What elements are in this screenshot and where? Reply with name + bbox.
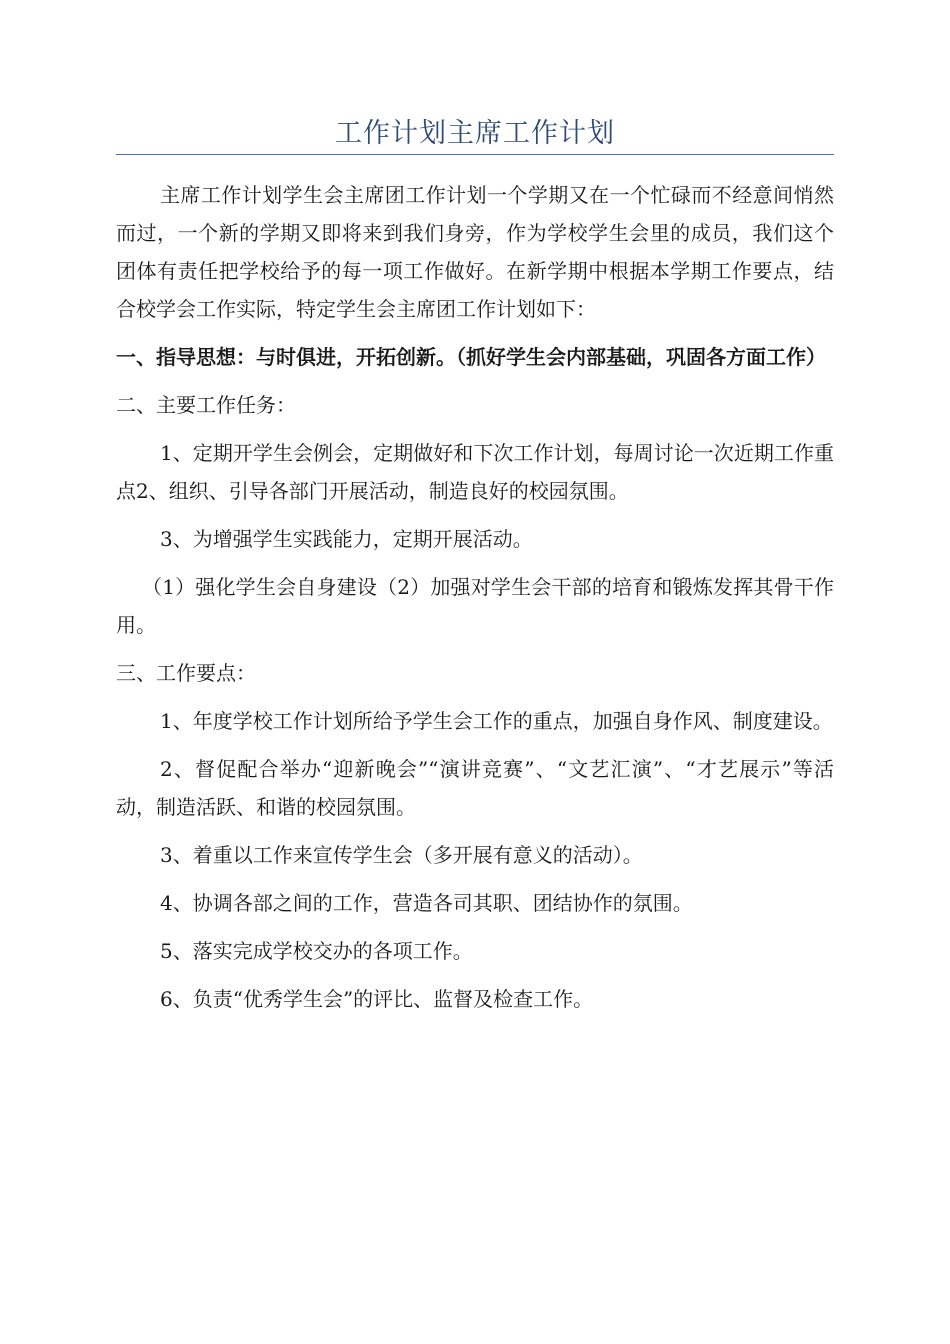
section-heading-key-points: 三、工作要点： [116,661,256,685]
title-underline [116,154,834,155]
key-point-3: 3、着重以工作来宣传学生会（多开展有意义的活动）。 [160,843,643,867]
key-point-6: 6、负责“优秀学生会”的评比、监督及检查工作。 [160,987,594,1011]
task-item-1-2: 1、定期开学生会例会，定期做好和下次工作计划，每周讨论一次近期工作重点2、组织、引导各部门开展活动，制造良好的校园氛围。 [116,441,834,503]
section-heading-guiding-thought: 一、指导思想：与时俱进，开拓创新。（抓好学生会内部基础，巩固各方面工作） [116,345,826,369]
section-heading-main-tasks: 二、主要工作任务： [116,393,296,417]
key-point-5: 5、落实完成学校交办的各项工作。 [160,939,473,963]
task-subitems: （1）强化学生会自身建设（2）加强对学生会干部的培育和锻炼发挥其骨干作用。 [116,575,834,637]
document-title: 工作计划主席工作计划 [335,118,615,149]
key-point-4: 4、协调各部之间的工作，营造各司其职、团结协作的氛围。 [160,891,693,915]
task-item-3: 3、为增强学生实践能力，定期开展活动。 [160,527,533,551]
document-body [116,176,834,1028]
key-point-1: 1、年度学校工作计划所给予学生会工作的重点，加强自身作风、制度建设。 [160,709,833,733]
key-point-2: 2、督促配合举办“迎新晚会”“演讲竞赛”、“文艺汇演”、“才艺展示”等活动，制造活跃、和谐的校园氛围。 [116,757,834,819]
intro-paragraph: 主席工作计划学生会主席团工作计划一个学期又在一个忙碌而不经意间悄然而过，一个新的学期又即将来到我们身旁，作为学校学生会里的成员，我们这个团体有责任把学校给予的每一项工作做好。在新学期中根据本学期工作要点，结合校学会工作实际，特定学生会主席团工作计划如下： [116,183,834,321]
